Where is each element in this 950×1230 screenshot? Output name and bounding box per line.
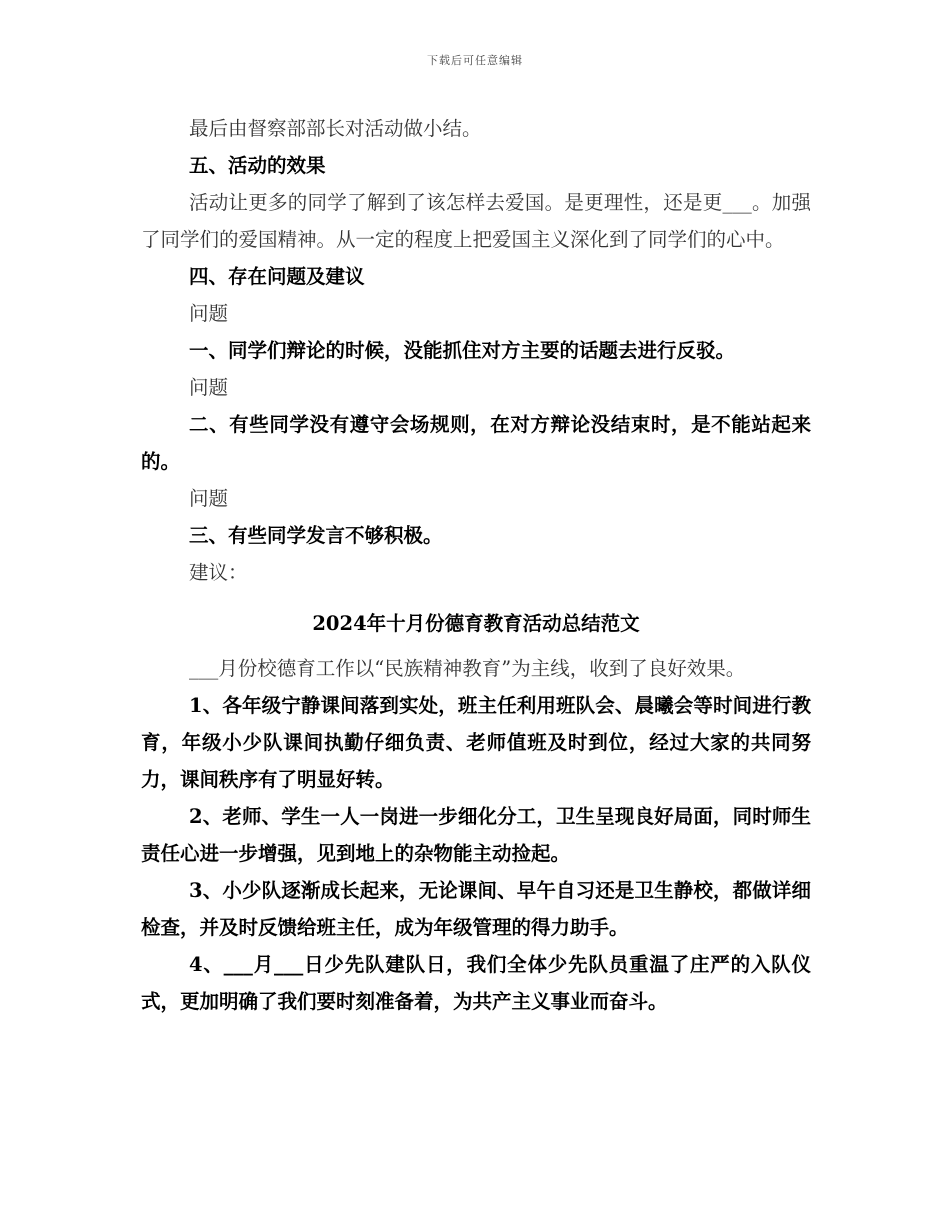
label-suggestion: 建议：	[189, 561, 248, 584]
page-header: 下载后可任意编辑	[427, 54, 523, 67]
document-body	[141, 110, 811, 1020]
heading-activity-effect: 五、活动的效果	[189, 154, 326, 177]
paragraph-effect: 活动让更多的同学了解到了该怎样去爱国。是更理性，还是更___。加强了同学们的爱国精神。从一定的程度上把爱国主义深化到了同学们的心中。	[141, 191, 811, 251]
problem-1: 一、同学们辩论的时候，没能抓住对方主要的话题去进行反驳。	[189, 339, 736, 362]
label-problem-2: 问题	[189, 376, 229, 399]
list-item-1: 1、各年级宁静课间落到实处，班主任利用班队会、晨曦会等时间进行教育，年级小少队课间执勤仔细负责、老师值班及时到位，经过大家的共同努力，课间秩序有了明显好转。	[141, 694, 811, 791]
paragraph-intro: ___月份校德育工作以“民族精神教育”为主线，收到了良好效果。	[189, 657, 746, 680]
label-problem-1: 问题	[189, 302, 229, 325]
paragraph-summary: 最后由督察部部长对活动做小结。	[189, 117, 482, 140]
list-item-4: 4、___月___日少先队建队日，我们全体少先队员重温了庄严的入队仪式，更加明确了我们要时刻准备着，为共产主义事业而奋斗。	[141, 953, 811, 1013]
section-top	[141, 110, 811, 591]
list-item-3: 3、小少队逐渐成长起来，无论课间、早午自习还是卫生静校，都做详细检查，并及时反馈给班主任，成为年级管理的得力助手。	[141, 879, 811, 939]
problem-2: 二、有些同学没有遵守会场规则，在对方辩论没结束时，是不能站起来的。	[141, 413, 811, 473]
label-problem-3: 问题	[189, 487, 229, 510]
document-title: 2024年十月份德育教育活动总结范文	[312, 612, 640, 635]
section-bottom	[141, 650, 811, 1020]
heading-problems-suggestions: 四、存在问题及建议	[189, 265, 365, 288]
problem-3: 三、有些同学发言不够积极。	[189, 524, 443, 547]
list-item-2: 2、老师、学生一人一岗进一步细化分工，卫生呈现良好局面，同时师生责任心进一步增强，见到地上的杂物能主动捡起。	[141, 805, 811, 865]
